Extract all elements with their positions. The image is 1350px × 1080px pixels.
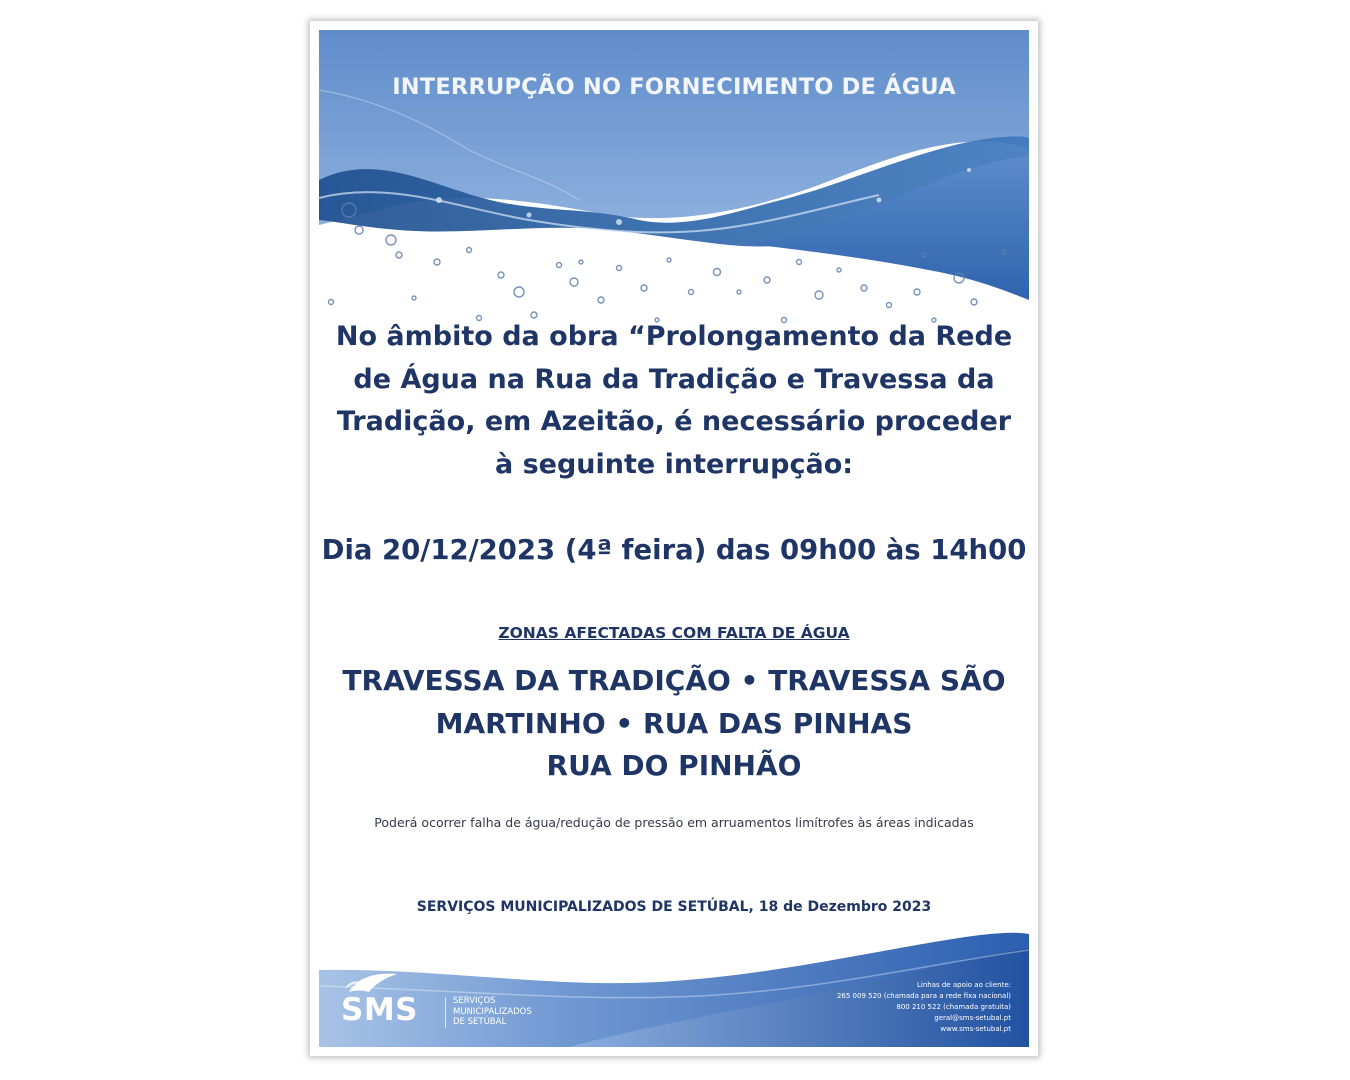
header-title: INTERRUPÇÃO NO FORNECIMENTO DE ÁGUA xyxy=(392,74,956,100)
contact-email: geral@sms-setubal.pt xyxy=(934,1014,1011,1022)
zones-heading: ZONAS AFECTADAS COM FALTA DE ÁGUA xyxy=(498,624,850,642)
signoff-line: SERVIÇOS MUNICIPALIZADOS DE SETÚBAL, 18 de Dezembro 2023 xyxy=(416,899,932,915)
affected-zones-list xyxy=(319,660,1029,788)
logo-name xyxy=(453,996,532,1028)
interruption-date: Dia 20/12/2023 (4ª feira) das 09h00 às 14h00 xyxy=(321,534,1027,566)
contact-phone-free: 800 210 522 (chamada gratuita) xyxy=(896,1003,1011,1011)
logo-divider xyxy=(445,997,446,1028)
sms-logo xyxy=(341,968,531,1032)
contact-heading: Linhas de apoio ao cliente: xyxy=(916,981,1011,989)
contact-block xyxy=(751,980,1011,1035)
notice-poster xyxy=(319,30,1029,1047)
zones-line: TRAVESSA DA TRADIÇÃO • TRAVESSA SÃO xyxy=(342,664,1006,697)
logo-name-line: DE SETÚBAL xyxy=(453,1017,507,1027)
pressure-note: Poderá ocorrer falha de água/redução de pressão em arruamentos limítrofes às áreas indicadas xyxy=(374,815,974,830)
zones-line: MARTINHO • RUA DAS PINHAS xyxy=(435,706,913,740)
logo-name-line: MUNICIPALIZADOS xyxy=(453,1006,532,1017)
logo-acronym: SMS xyxy=(341,992,419,1028)
zones-line: RUA DO PINHÃO xyxy=(546,749,802,782)
poster-frame xyxy=(310,21,1038,1056)
contact-phone-fixed: 265 009 520 (chamada para a rede fixa nacional) xyxy=(836,992,1011,1000)
logo-name-line: SERVIÇOS xyxy=(453,996,496,1006)
contact-website: www.sms-setubal.pt xyxy=(940,1025,1011,1033)
intro-paragraph: No âmbito da obra “Prolongamento da Rede de Água na Rua da Tradição e Travessa da Tradição, em Azeitão, é necessário proceder à seguinte interrupção: xyxy=(335,321,1013,480)
